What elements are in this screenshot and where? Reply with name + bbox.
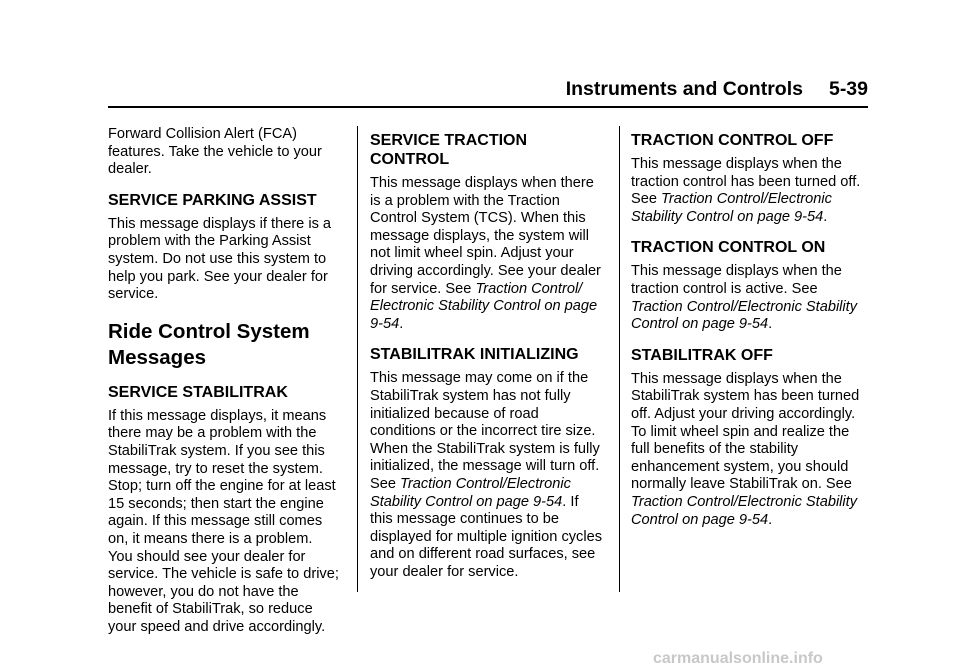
heading-service-parking-assist: SERVICE PARKING ASSIST (108, 191, 317, 209)
column-3 (631, 126, 863, 529)
page-number: 5-39 (828, 78, 868, 100)
heading-traction-control-off: TRACTION CONTROL OFF (631, 132, 834, 149)
heading-stabilitrak-off: STABILITRAK OFF (631, 346, 773, 364)
paragraph-service-traction-control: This message displays when there is a problem with the Traction Control System (TCS). When this message displays, the system will not limit wheel spin. Adjust your driving accordingly. See your dealer for service. See Traction Control/ Electronic Stability Control on page 9-54. (370, 175, 601, 332)
paragraph-service-parking-assist: This message displays if there is a problem with the Parking Assist system. Do not use this system to help you park. See your dealer for service. (108, 215, 332, 303)
heading-service-traction-control: SERVICE TRACTION CONTROL (370, 132, 528, 168)
paragraph-stabilitrak-initializing: This message may come on if the StabiliTrak system has not fully initialized because of road conditions or the incorrect tire size. When the StabiliTrak system is fully initialized, the message will turn off. See Traction Control/Electronic Stability Control on page 9-54. If this message continues to be displayed for multiple ignition cycles and on different road surfaces, see your dealer for service. (370, 370, 602, 580)
paragraph-service-stabilitrak: If this message displays, it means there may be a problem with the StabiliTrak system. If you see this message, try to reset the system. Stop; turn off the engine for at least 15 seconds; then start the engine again. If this message still comes on, it means there is a problem. You should see your dealer for service. The vehicle is safe to drive; however, you do not have the benefit of StabiliTrak, so reduce your speed and drive accordingly. (108, 407, 339, 635)
column-1 (108, 126, 340, 636)
paragraph-traction-control-on: This message displays when the traction control is active. See Traction Control/Electronic Stability Control on page 9-54. (631, 263, 858, 333)
column-divider (619, 126, 620, 592)
heading-traction-control-on: TRACTION CONTROL ON (631, 239, 826, 257)
column-2 (370, 126, 602, 581)
heading-stabilitrak-initializing: STABILITRAK INITIALIZING (370, 346, 579, 364)
column-divider (357, 126, 358, 592)
watermark: carmanualsonline.info (653, 650, 823, 667)
intro-paragraph: Forward Collision Alert (FCA) features. Take the vehicle to your dealer. (108, 126, 322, 178)
link-traction-control-ref[interactable]: Traction Control/ Electronic Stability Control on page 9-54 (370, 280, 598, 332)
link-stabilitrak-init-ref[interactable]: Traction Control/Electronic Stability Control on page 9-54 (370, 475, 571, 510)
heading-ride-control-messages: Ride Control System Messages (108, 319, 310, 369)
link-st-off-ref[interactable]: Traction Control/Electronic Stability Control on page 9-54 (631, 493, 858, 528)
section-title: Instruments and Controls (565, 78, 803, 100)
heading-service-stabilitrak: SERVICE STABILITRAK (108, 383, 288, 401)
link-tc-on-ref[interactable]: Traction Control/Electronic Stability Control on page 9-54 (631, 298, 858, 333)
page-header (108, 78, 868, 101)
paragraph-traction-control-off: This message displays when the traction control has been turned off. See Traction Control/Electronic Stability Control on page 9-54. (631, 156, 861, 225)
header-rule (108, 106, 868, 108)
paragraph-stabilitrak-off: This message displays when the StabiliTrak system has been turned off. Adjust your driving accordingly. To limit wheel spin and realize the full benefits of the stability enhancement system, you should normally leave StabiliTrak on. See Traction Control/Electronic Stability Control on page 9-54. (631, 370, 860, 528)
link-tc-off-ref[interactable]: Traction Control/Electronic Stability Control on page 9-54 (631, 191, 832, 225)
